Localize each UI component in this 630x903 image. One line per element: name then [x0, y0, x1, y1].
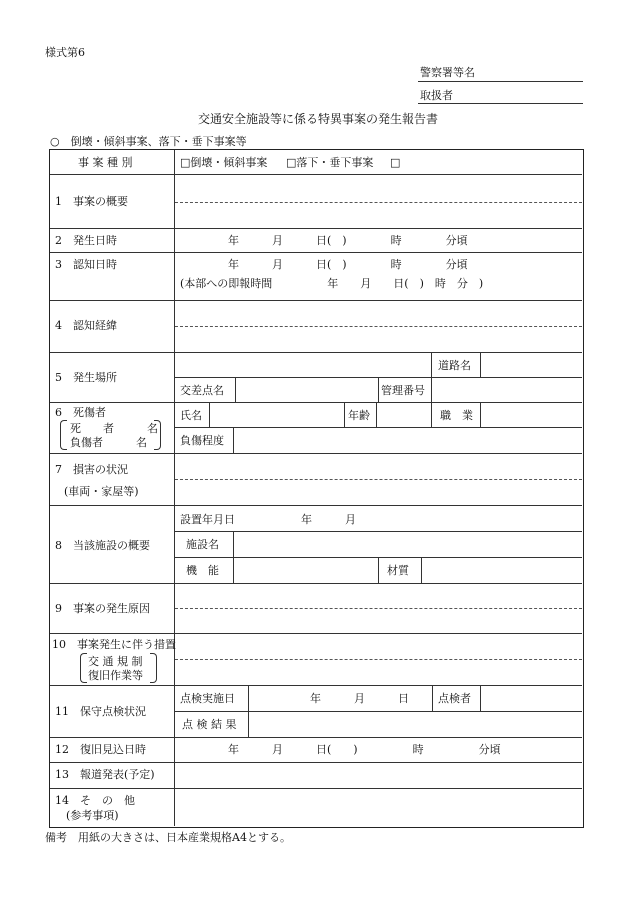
- other-label: 14 そ の 他: [55, 794, 135, 807]
- restoration-work: 復旧作業等: [88, 669, 143, 682]
- measures-label: 10 事案発生に伴う措置: [52, 638, 176, 651]
- station-label: 警察署等名: [420, 66, 475, 79]
- cause-field-line[interactable]: [175, 608, 582, 609]
- type-label: 事 案 種 別: [78, 156, 133, 169]
- recovery-date[interactable]: 年 月 日( ) 時 分頃: [228, 743, 501, 756]
- function-label: 機 能: [186, 564, 219, 577]
- dead-count[interactable]: 死 者 名: [70, 422, 158, 435]
- recovery-label: 12 復旧見込日時: [55, 743, 146, 756]
- measures-bracket-right: [150, 653, 157, 683]
- name-label: 氏名: [180, 409, 202, 422]
- recognized-date[interactable]: 年 月 日( ) 時 分頃: [228, 258, 468, 271]
- traffic-control: 交 通 規 制: [88, 655, 143, 668]
- measures-field-line[interactable]: [175, 659, 582, 660]
- form-number: 様式第6: [45, 46, 85, 59]
- cause-label: 9 事案の発生原因: [55, 602, 150, 615]
- casualties-label: 6 死傷者: [55, 406, 106, 419]
- page-title: 交通安全施設等に係る特異事案の発生報告書: [198, 112, 439, 126]
- inspection-date-value[interactable]: 年 月 日: [310, 692, 409, 705]
- inspection-date-label: 点検実施日: [180, 692, 235, 705]
- recognition-process-field-line[interactable]: [175, 326, 582, 327]
- facility-label: 8 当該施設の概要: [55, 539, 150, 552]
- recognition-process-label: 4 認知経緯: [55, 319, 117, 332]
- occupation-label: 職 業: [440, 409, 473, 422]
- age-label: 年齢: [348, 409, 370, 422]
- material-label: 材質: [387, 564, 409, 577]
- injury-degree-label: 負傷程度: [180, 434, 224, 447]
- hq-report-time[interactable]: (本部への即報時間 年 月 日( ) 時 分 ): [180, 277, 484, 290]
- station-underline[interactable]: [418, 81, 583, 82]
- type-option-fall[interactable]: □落下・垂下事案: [286, 156, 374, 169]
- location-label: 5 発生場所: [55, 371, 117, 384]
- casualties-bracket-left: [60, 420, 67, 450]
- facility-name-label: 施設名: [186, 538, 219, 551]
- occurred-label: 2 発生日時: [55, 234, 117, 247]
- section-label: ○ 倒壊・傾斜事案、落下・垂下事案等: [50, 135, 247, 148]
- intersection-label: 交差点名: [180, 384, 224, 397]
- damage-sub: (車両・家屋等): [64, 485, 139, 498]
- measures-bracket-left: [80, 653, 87, 683]
- occurred-date[interactable]: 年 月 日( ) 時 分頃: [228, 234, 468, 247]
- inspector-label: 点検者: [438, 692, 471, 705]
- inspection-label: 11 保守点検状況: [55, 705, 146, 718]
- management-number-label: 管理番号: [381, 384, 425, 397]
- overview-label: 1 事案の概要: [55, 195, 128, 208]
- type-option-other[interactable]: □: [390, 156, 401, 169]
- installed-date[interactable]: 設置年月日 年 月: [180, 513, 356, 526]
- type-option-collapse[interactable]: □倒壊・傾斜事案: [180, 156, 268, 169]
- damage-label: 7 損害の状況: [55, 463, 128, 476]
- injured-count[interactable]: 負傷者 名: [70, 436, 147, 449]
- road-name-label: 道路名: [438, 359, 471, 372]
- handler-label: 取扱者: [420, 89, 453, 102]
- overview-field-line[interactable]: [175, 202, 582, 203]
- damage-field-line[interactable]: [175, 479, 582, 480]
- footer-note: 備考 用紙の大きさは、日本産業規格A4とする。: [45, 831, 291, 844]
- recognized-label: 3 認知日時: [55, 258, 117, 271]
- press-label: 13 報道発表(予定): [55, 768, 155, 781]
- handler-underline[interactable]: [418, 103, 583, 104]
- inspection-result-label: 点 検 結 果: [182, 718, 237, 731]
- other-sub: (参考事項): [66, 809, 119, 822]
